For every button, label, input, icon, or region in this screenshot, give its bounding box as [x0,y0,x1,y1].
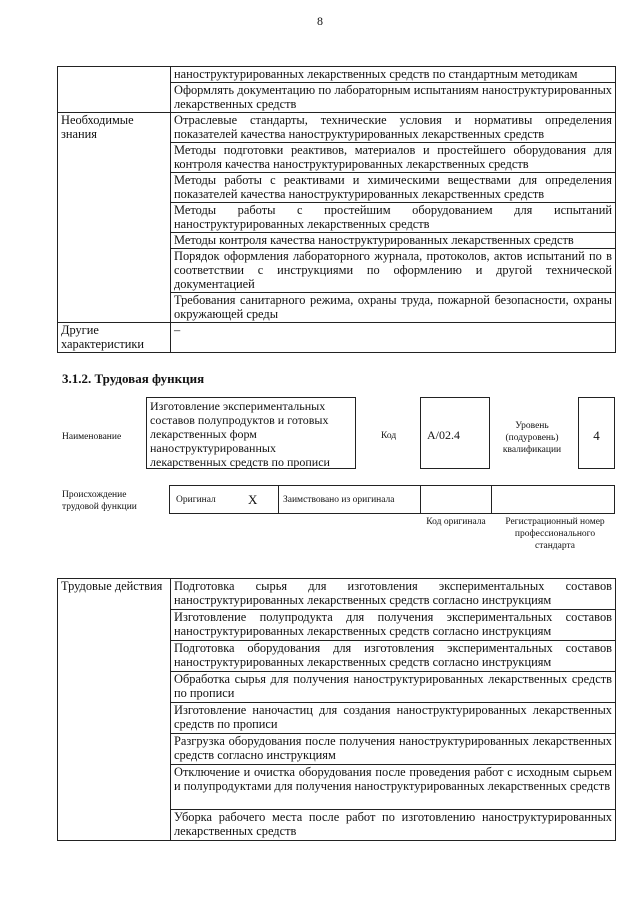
table-cell: Методы работы с простейшим оборудованием для испытаний наноструктурированных лекарственных средств [171,203,616,233]
code-label: Код [381,431,397,441]
table-cell: – [171,323,616,353]
table-cell: Методы подготовки реактивов, материалов и простейшего оборудования для контроля качества наноструктурированных лекарственных средств [171,143,616,173]
name-label: Наименование [62,432,122,442]
table-cell: Методы контроля качества наноструктурированных лекарственных средств [171,233,616,249]
original-label: Оригинал [176,495,216,505]
table-cell: Требования санитарного режима, охраны труда, пожарной безопасности, охраны окружающей среды [171,293,616,323]
table-cell: Разгрузка оборудования после получения наноструктурированных лекарственных средств согласно инструкциям [171,734,616,765]
original-mark: X [248,492,258,507]
registration-number-caption: Регистрационный номер профессионального стандарта [505,517,605,551]
divider [420,485,421,514]
labor-actions-table [57,578,616,841]
other-characteristics-label: Другие характеристики [58,323,171,353]
borrowed-label: Заимствовано из оригинала [283,495,395,505]
table-cell: Порядок оформления лабораторного журнала, протоколов, актов испытаний по в соответствии с инструкциями по оформлению и другой технической документацией [171,249,616,293]
table-cell: Методы работы с реактивами и химическими веществами для определения показателей качества наноструктурированных лекарственных средств [171,173,616,203]
table-cell: Уборка рабочего места после работ по изготовлению наноструктурированных лекарственных средств [171,810,616,841]
table-cell: Отраслевые стандарты, технические условия и нормативы определения показателей качества наноструктурированных лекарственных средств [171,113,616,143]
table-cell: Обработка сырья для получения наноструктурированных лекарственных средств по прописи [171,672,616,703]
table-cell: Подготовка сырья для изготовления экспериментальных составов наноструктурированных лекарственных средств согласно инструкциям [171,579,616,610]
code-value: A/02.4 [427,428,460,442]
table-cell: Изготовление наночастиц для создания наноструктурированных лекарственных средств по прописи [171,703,616,734]
table-cell: Оформлять документацию по лабораторным испытаниям наноструктурированных лекарственных средств [171,83,616,113]
labor-actions-label: Трудовые действия [58,579,171,841]
required-knowledge-label: Необходимые знания [58,113,171,323]
qualification-level-value: 4 [593,428,600,443]
qualification-level-label: Уровень (подуровень) квалификации [502,421,562,455]
divider [278,485,279,514]
page-number: 8 [317,14,323,28]
table-cell: Отключение и очистка оборудования после проведения работ с исходным сырьем и полупродуктами для получения наноструктурированных лекарственных средств [171,765,616,810]
table-cell: наноструктурированных лекарственных средств по стандартным методикам [171,67,616,83]
skills-knowledge-table [57,66,616,353]
section-title: 3.1.2. Трудовая функция [62,371,205,386]
divider [491,485,492,514]
table-label-cell [58,67,171,113]
original-code-caption: Код оригинала [426,517,486,527]
origin-label: Происхождение трудовой функции [62,490,137,512]
function-name-box: Изготовление экспериментальных составов полупродуктов и готовых лекарственных форм наноструктурированных лекарственных средств по прописи [146,397,356,469]
table-cell: Изготовление полупродукта для получения экспериментальных составов наноструктурированных лекарственных средств согласно инструкциям [171,610,616,641]
table-cell: Подготовка оборудования для изготовления экспериментальных составов наноструктурированных лекарственных средств согласно инструкциям [171,641,616,672]
